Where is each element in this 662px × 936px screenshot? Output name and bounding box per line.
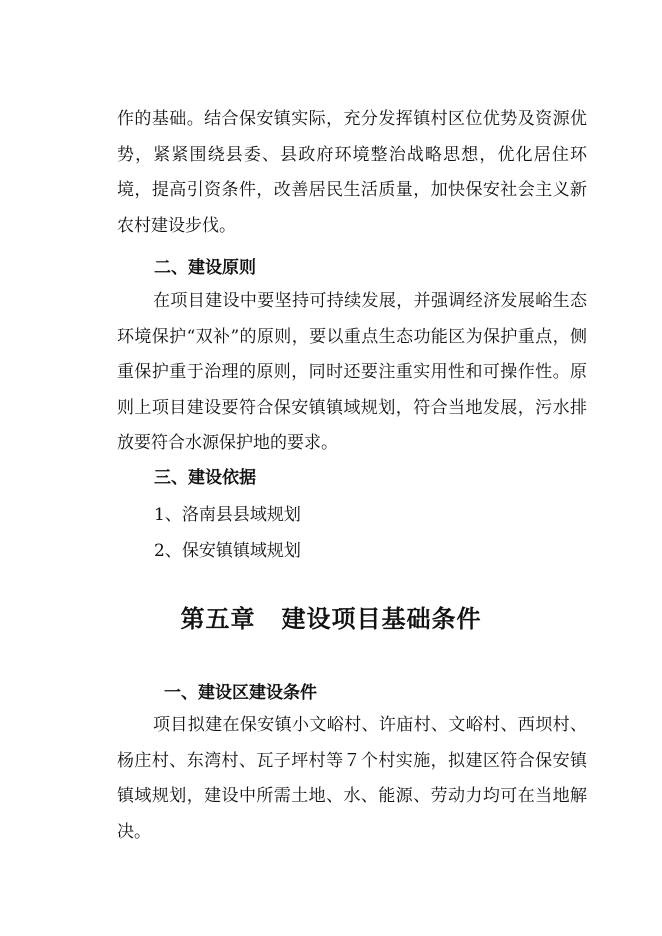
heading-basis: 三、建设依据 (154, 468, 256, 488)
intro-paragraph: 作的基础。结合保安镇实际，充分发挥镇村区位优势及资源优势，紧紧围绕县委、县政府环境整治战略思想，优化居住环境，提高引资条件，改善居民生活质量，加快保安社会主义新农村建设步伐。 (117, 109, 587, 236)
conditions-paragraph: 项目拟建在保安镇小文峪村、许庙村、文峪村、西坝村、杨庄村、东湾村、瓦子坪村等７个村实施，拟建区符合保安镇镇域规划，建设中所需土地、水、能源、劳动力均可在当地解决。 (117, 715, 587, 842)
chapter-number: 第五章 (180, 604, 256, 633)
heading-principles: 二、建设原则 (154, 258, 256, 278)
chapter-title (0, 603, 662, 635)
principles-paragraph: 在项目建设中要坚持可持续发展，并强调经济发展峪生态环境保护“双补”的原则，要以重点生态功能区为保护重点，侧重保护重于治理的原则，同时还要注重实用性和可操作性。原则上项目建设要符合保安镇镇域规划，符合当地发展，污水排放要符合水源保护地的要求。 (117, 291, 587, 453)
chapter-name: 建设项目基础条件 (281, 604, 482, 633)
heading-conditions: 一、建设区建设条件 (164, 683, 317, 703)
basis-item: 1、洛南县县域规划 (154, 505, 301, 525)
basis-item: 2、保安镇镇域规划 (154, 541, 301, 561)
